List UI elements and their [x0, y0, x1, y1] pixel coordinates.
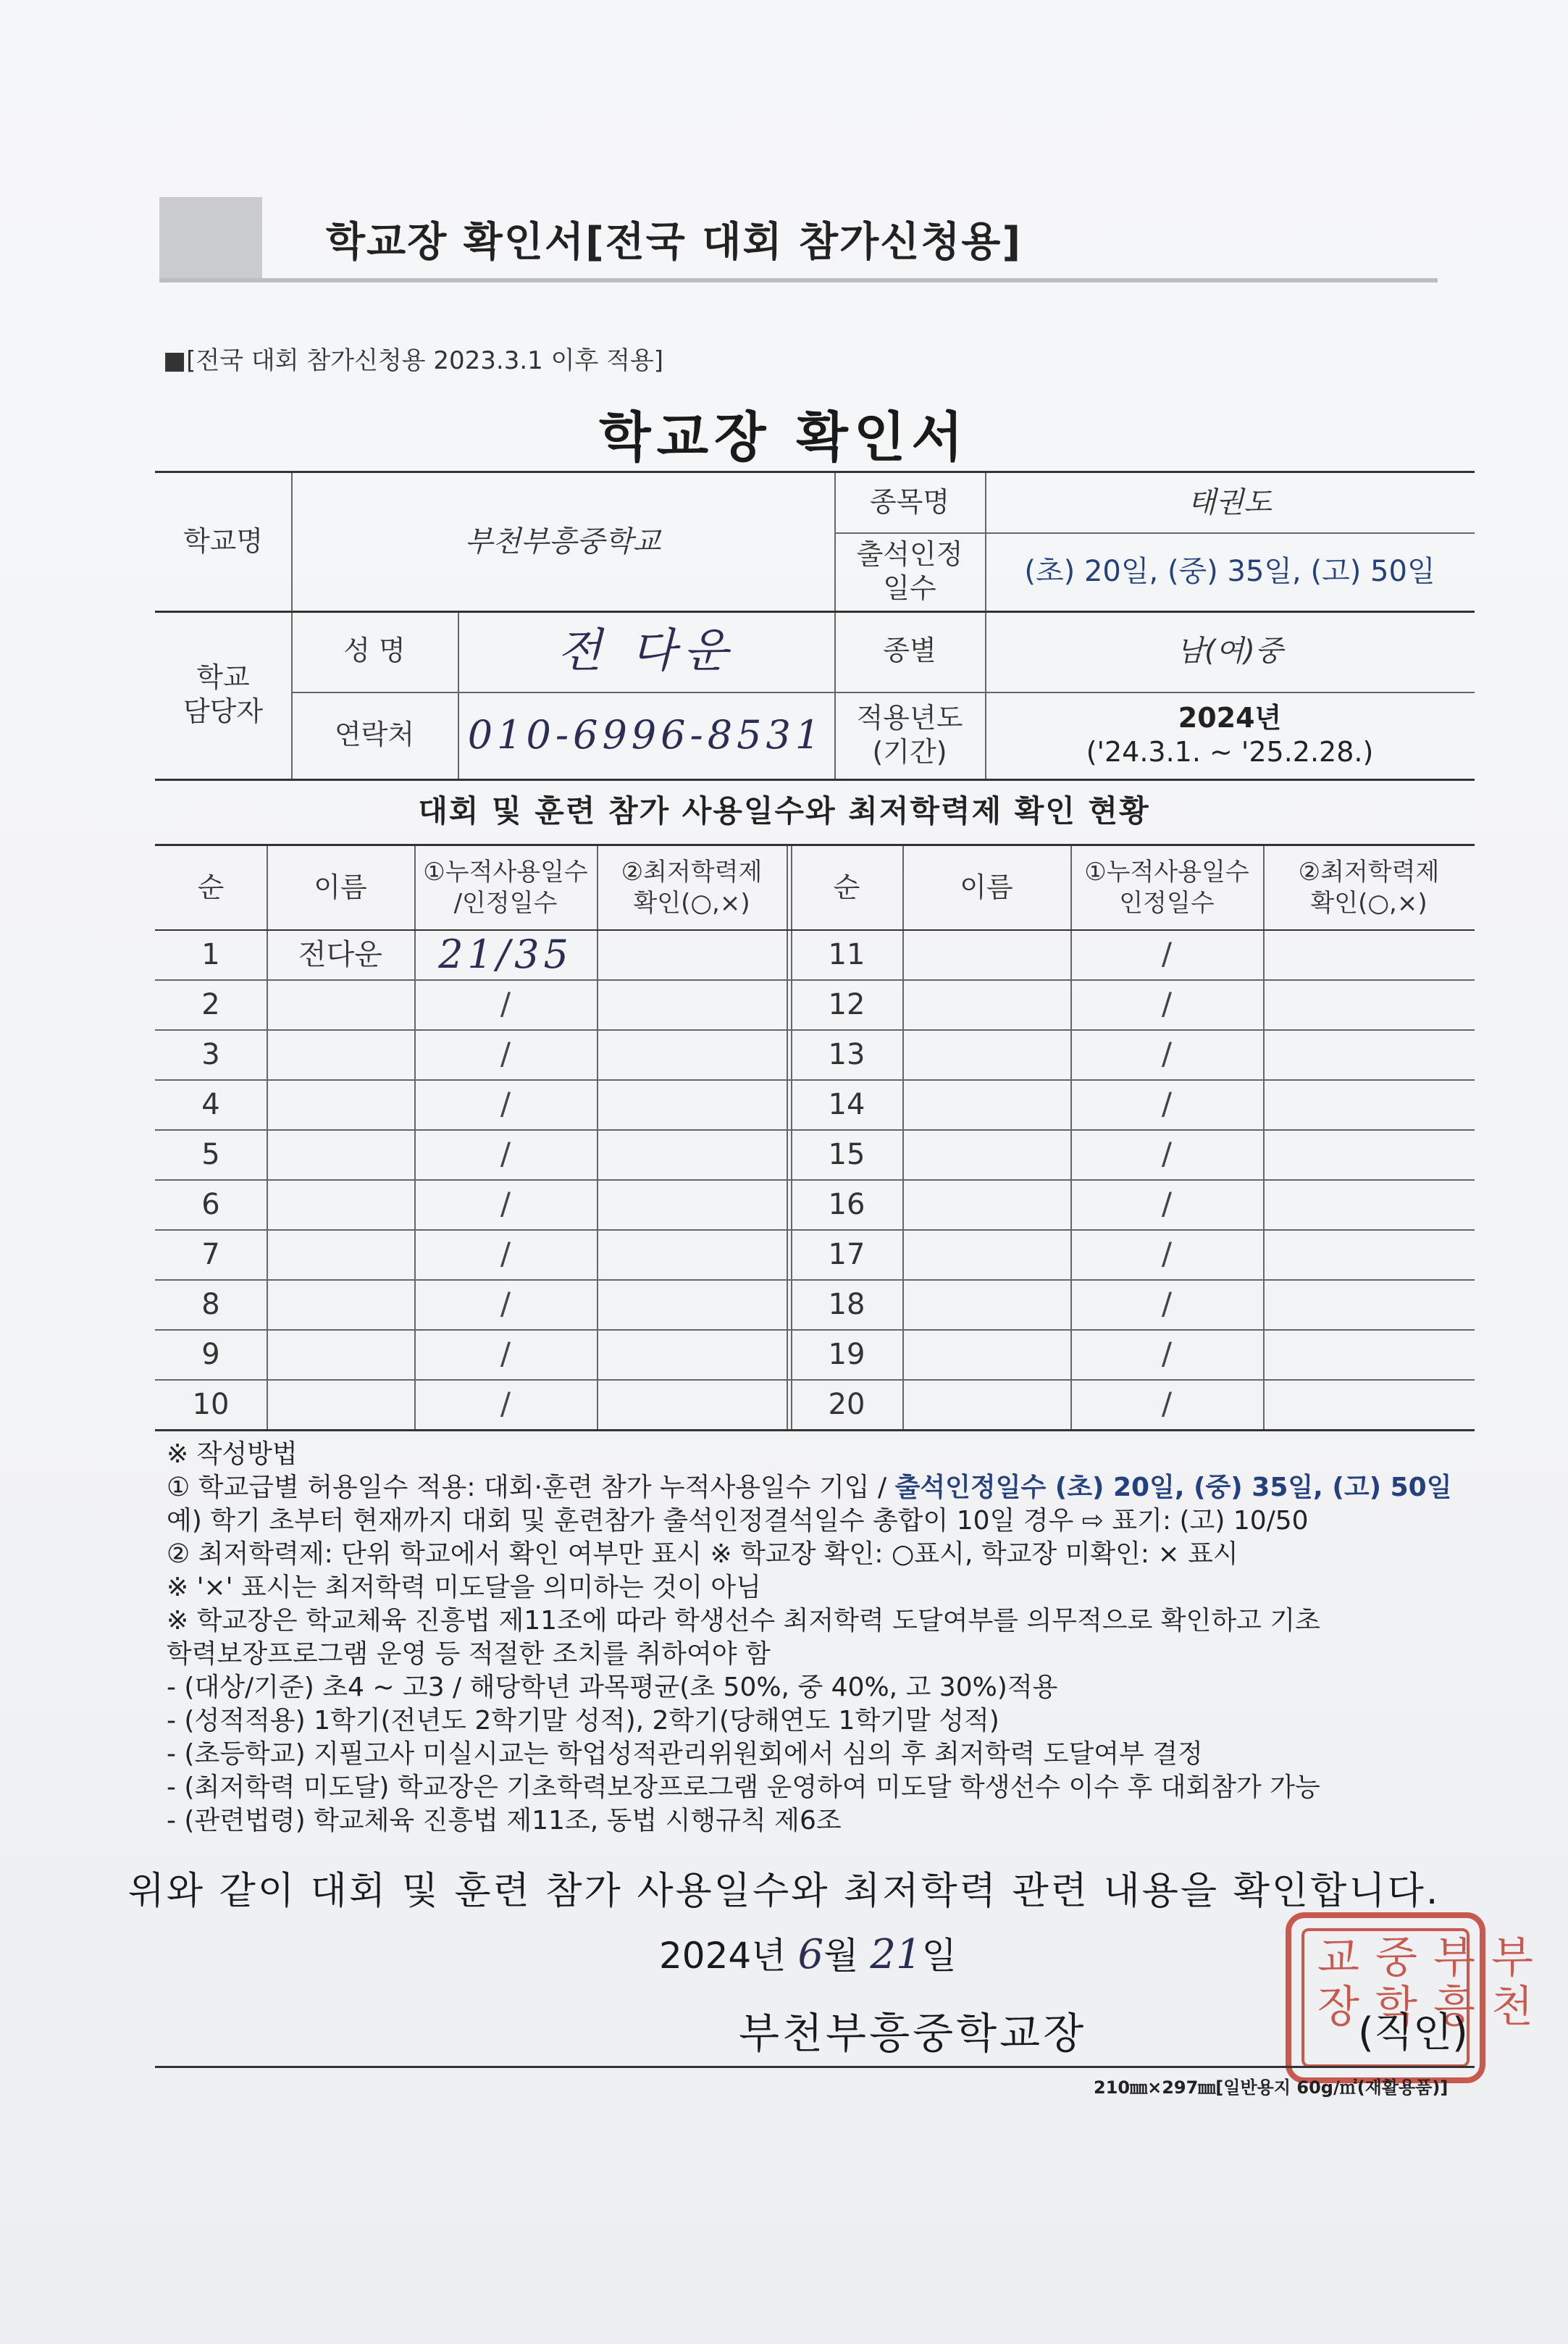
row-days: /: [1161, 1336, 1173, 1372]
detail-4: - (최저학력 미도달) 학교장은 기초학력보장프로그램 운영하여 미도달 학생선수 이수 후 대회참가 가능: [167, 1772, 1320, 1802]
row-number: 19: [828, 1337, 865, 1371]
attendance-label-line1: 출석인정: [856, 537, 963, 570]
row-days: /: [1161, 1186, 1173, 1222]
col-header-no: 순: [197, 871, 225, 903]
row-check: [597, 1379, 787, 1429]
instruction-2-note-a: ※ '×' 표시는 최저학력 미도달을 의미하는 것이 아님: [167, 1573, 761, 1602]
attendance-value: (초) 20일, (중) 35일, (고) 50일: [1024, 555, 1435, 588]
row-number: 2: [201, 987, 220, 1021]
col-header-min-line1: ②최저학력제: [621, 858, 763, 887]
row-name: [267, 1179, 414, 1229]
row-days: /: [500, 1236, 511, 1272]
seal-label: (직인): [1358, 2009, 1468, 2056]
row-number: 10: [192, 1387, 230, 1421]
row-number: 8: [201, 1287, 220, 1321]
row-number: 1: [201, 937, 220, 971]
main-title: 학교장 확인서: [599, 406, 969, 469]
instruction-1-highlight: 출석인정일수 (초) 20일, (중) 35일, (고) 50일: [894, 1473, 1452, 1502]
paper-spec: 210㎜×297㎜[일반용지 60g/㎡(재활용품)]: [1094, 2077, 1448, 2098]
row-number: 6: [201, 1187, 220, 1221]
row-days: /: [500, 1336, 511, 1372]
col-header-cumulative-right-line1: ①누적사용일수: [1084, 858, 1249, 887]
confirmation-statement: 위와 같이 대회 및 훈련 참가 사용일수와 최저학력 관련 내용을 확인합니다.: [127, 1870, 1441, 1913]
row-name: [267, 1329, 414, 1379]
row-name: [267, 1379, 414, 1429]
row-name: [902, 979, 1070, 1029]
row-name: [902, 1279, 1070, 1329]
row-number: 13: [828, 1037, 865, 1071]
row-name: [267, 1129, 414, 1179]
col-header-min-academic-right: [1263, 846, 1475, 929]
row-name: [902, 1029, 1070, 1079]
col-header-no-right: 순: [833, 871, 860, 903]
year-value: [985, 692, 1475, 779]
row-number: 7: [201, 1237, 220, 1271]
detail-5: - (관련법령) 학교체육 진흥법 제11조, 동법 시행규칙 제6조: [167, 1806, 842, 1836]
row-days: /: [500, 1036, 511, 1072]
row-check: [597, 1279, 787, 1329]
col-header-min-line2: 확인(○,×): [633, 888, 750, 918]
sport-value: 태권도: [1188, 486, 1272, 519]
date-day-unit: 일: [921, 1935, 957, 1977]
row-days: /: [500, 1136, 511, 1172]
contact-person-label-line2: 담당자: [183, 695, 264, 727]
row-number: 3: [201, 1037, 220, 1071]
row-number: 20: [828, 1387, 865, 1421]
applicability-notice: ■[전국 대회 참가신청용 2023.3.1 이후 적용]: [163, 346, 664, 375]
attendance-label-line2: 일수: [883, 572, 936, 604]
detail-2: - (성적적용) 1학기(전년도 2학기말 성적), 2학기(당해연도 1학기말 성적): [167, 1706, 999, 1736]
row-check: [1263, 979, 1475, 1029]
col-header-name: 이름: [314, 871, 367, 903]
col-header-cumulative-right-line2: 인정일수: [1119, 888, 1215, 918]
row-check: [597, 1079, 787, 1129]
row-check: [1263, 1279, 1475, 1329]
attendance-label: [834, 532, 985, 611]
school-name-label: 학교명: [183, 525, 264, 558]
detail-3: - (초등학교) 지필고사 미실시교는 학업성적관리위원회에서 심의 후 최저학력 도달여부 결정: [167, 1739, 1203, 1769]
col-header-cumulative: [414, 846, 597, 929]
instruction-2-note-c: 학력보장프로그램 운영 등 적절한 조치를 취하여야 함: [167, 1639, 771, 1669]
row-name: [902, 1379, 1070, 1429]
row-days: /: [1161, 936, 1173, 972]
row-check: [1263, 1129, 1475, 1179]
footer-line: [155, 2066, 1475, 2068]
row-check: [1263, 1229, 1475, 1279]
instruction-1-example: 예) 학기 초부터 현재까지 대회 및 훈련참가 출석인정결석일수 총합이 10일 경우 ⇨ 표기: (고) 10/50: [167, 1506, 1309, 1536]
row-name: [267, 979, 414, 1029]
row-name: [902, 1229, 1070, 1279]
row-check: [1263, 1329, 1475, 1379]
row-days: /: [500, 986, 511, 1022]
row-number: 15: [828, 1137, 865, 1171]
document-header: 학교장 확인서[전국 대회 참가신청용]: [326, 219, 1023, 266]
year-value-line1: 2024년: [1178, 701, 1282, 734]
row-number: 17: [828, 1237, 865, 1271]
row-check: [1263, 1179, 1475, 1229]
date-month-unit: 월: [823, 1935, 859, 1977]
row-name: [902, 1329, 1070, 1379]
row-check: [597, 1179, 787, 1229]
row-name: [902, 1079, 1070, 1129]
contact-person-label: [155, 611, 291, 779]
instruction-1: [167, 1471, 1470, 1504]
row-name: [267, 1229, 414, 1279]
row-name: [902, 1179, 1070, 1229]
instruction-1-text: ① 학교급별 허용일수 적용: 대회·훈련 참가 누적사용일수 기입 /: [167, 1473, 895, 1502]
row-days: 21/35: [438, 931, 573, 977]
row-number: 16: [828, 1187, 865, 1221]
col-header-min-right-line2: 확인(○,×): [1310, 888, 1427, 918]
year-value-line2: ('24.3.1. ~ '25.2.28.): [1086, 736, 1374, 768]
row-days: /: [1161, 1236, 1173, 1272]
school-name-value: 부천부흥중학교: [464, 525, 661, 558]
row-check: [1263, 929, 1475, 979]
row-days: /: [500, 1186, 511, 1222]
year-label: [834, 692, 985, 779]
year-label-line2: (기간): [872, 736, 947, 768]
info-table: [155, 471, 1475, 781]
date-month-handwritten: 6: [797, 1931, 824, 1978]
row-name: [902, 929, 1070, 979]
col-header-min-academic: [597, 846, 787, 929]
row-days: /: [1161, 986, 1173, 1022]
participation-table: [155, 844, 1475, 1431]
phone-value-handwritten: 010-6996-8531: [467, 712, 825, 758]
row-check: [597, 1229, 787, 1279]
row-days: /: [1161, 1136, 1173, 1172]
row-days: /: [500, 1386, 511, 1422]
header-gray-block: [159, 197, 262, 282]
col-header-cumulative-line1: ①누적사용일수: [423, 858, 588, 887]
sport-label: 종목명: [869, 486, 950, 519]
row-days: /: [500, 1086, 511, 1122]
row-days: /: [1161, 1036, 1173, 1072]
row-number: 12: [828, 987, 865, 1021]
col-header-cumulative-line2: /인정일수: [453, 888, 558, 918]
principal-title: 부천부흥중학교장: [739, 2009, 1087, 2058]
row-number: 4: [201, 1087, 220, 1121]
divider: [787, 846, 788, 1429]
row-check: [1263, 1379, 1475, 1429]
row-number: 18: [828, 1287, 865, 1321]
row-name: [267, 1079, 414, 1129]
col-header-cumulative-right: [1070, 846, 1263, 929]
row-check: [597, 929, 787, 979]
seal-text: 부천부흥중학교장: [1309, 1934, 1534, 2033]
row-days: /: [1161, 1086, 1173, 1122]
phone-label: 연락처: [334, 719, 415, 751]
row-number: 9: [201, 1337, 220, 1371]
name-value-handwritten: 전 다운: [557, 624, 735, 678]
row-number: 5: [201, 1137, 220, 1171]
row-check: [1263, 1079, 1475, 1129]
row-name: [267, 1029, 414, 1079]
date-year: 2024년: [659, 1935, 787, 1977]
row-number: 11: [828, 937, 865, 971]
instructions-title: ※ 작성방법: [167, 1439, 298, 1469]
row-days: /: [500, 1286, 511, 1322]
detail-1: - (대상/기준) 초4 ~ 고3 / 해당학년 과목평균(초 50%, 중 40%, 고 30%)적용: [167, 1673, 1058, 1702]
row-name: [902, 1129, 1070, 1179]
name-label: 성 명: [343, 635, 406, 667]
header-underline: [159, 278, 1438, 282]
row-check: [597, 1129, 787, 1179]
signature-date: [659, 1927, 957, 1979]
col-header-name-right: 이름: [960, 871, 1013, 903]
instructions: [167, 1438, 1470, 1838]
row-number: 14: [828, 1087, 865, 1121]
row-name: 전다운: [298, 937, 382, 971]
row-check: [597, 1329, 787, 1379]
col-header-min-right-line1: ②최저학력제: [1298, 858, 1440, 887]
year-label-line1: 적용년도: [856, 701, 963, 734]
section-title: 대회 및 훈련 참가 사용일수와 최저학력제 확인 현황: [418, 793, 1150, 829]
row-check: [597, 1029, 787, 1079]
row-name: [267, 1279, 414, 1329]
gender-label: 종별: [883, 635, 936, 667]
row-check: [597, 979, 787, 1029]
instruction-2-note-b: ※ 학교장은 학교체육 진흥법 제11조에 따라 학생선수 최저학력 도달여부를 의무적으로 확인하고 기초: [167, 1606, 1320, 1636]
gender-value: 남(여)중: [1176, 635, 1283, 668]
contact-person-label-line1: 학교: [196, 661, 250, 693]
date-day-handwritten: 21: [870, 1931, 922, 1978]
instruction-2: ② 최저학력제: 단위 학교에서 확인 여부만 표시 ※ 학교장 확인: ○표시, 학교장 미확인: × 표시: [167, 1539, 1238, 1569]
row-days: /: [1161, 1286, 1173, 1322]
row-days: /: [1161, 1386, 1173, 1422]
row-check: [1263, 1029, 1475, 1079]
